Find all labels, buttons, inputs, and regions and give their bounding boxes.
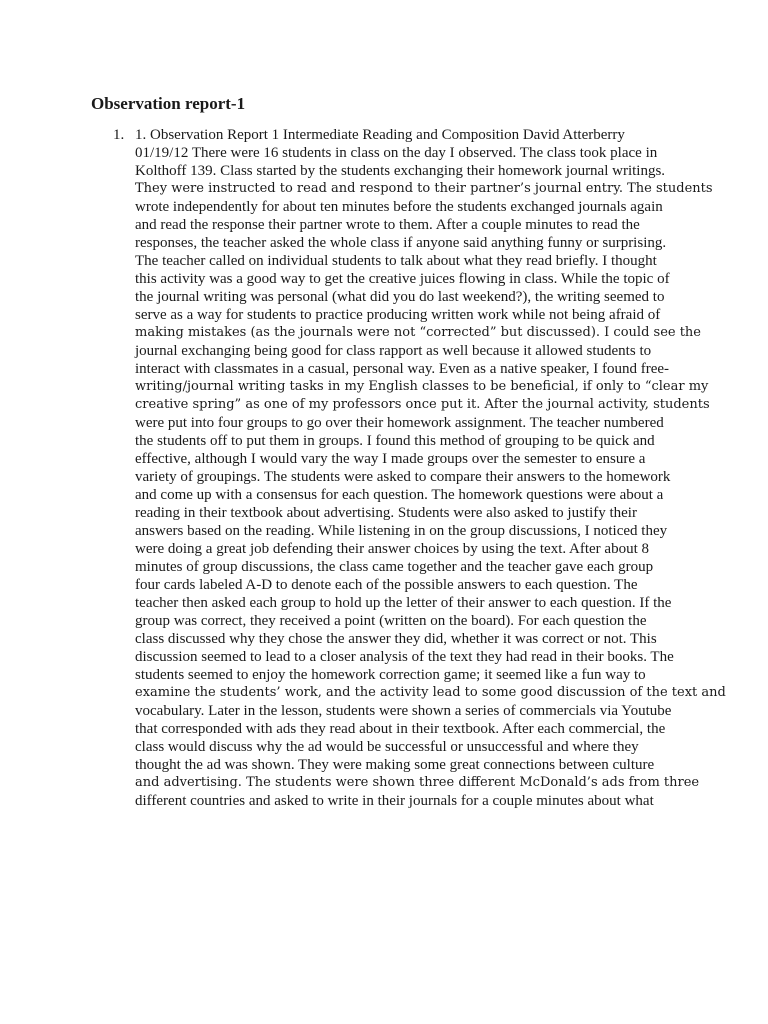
paragraph-line: creative spring” as one of my professors once put it. After the journal activity, students — [135, 397, 710, 412]
paragraph-line: four cards labeled A-D to denote each of the possible answers to each question. The — [135, 577, 638, 593]
paragraph-line: group was correct, they received a point (written on the board). For each question the — [135, 613, 647, 629]
paragraph-line: the journal writing was personal (what did you do last weekend?), the writing seemed to — [135, 289, 665, 305]
paragraph-line: effective, although I would vary the way I made groups over the semester to ensure a — [135, 451, 646, 467]
paragraph-line: and read the response their partner wrote to them. After a couple minutes to read the — [135, 217, 640, 233]
paragraph-body — [135, 126, 726, 810]
paragraph-line: examine the students’ work, and the activity lead to some good discussion of the text and — [135, 685, 726, 700]
paragraph-line: writing/journal writing tasks in my English classes to be beneficial, if only to “clear my — [135, 379, 709, 394]
paragraph-line: class would discuss why the ad would be successful or unsuccessful and where they — [135, 739, 639, 755]
paragraph-line: 1. Observation Report 1 Intermediate Reading and Composition David Atterberry — [135, 127, 625, 143]
list-marker: 1. — [113, 127, 125, 143]
paragraph-line: teacher then asked each group to hold up the letter of their answer to each question. If the — [135, 595, 672, 611]
paragraph-line: responses, the teacher asked the whole class if anyone said anything funny or surprising. — [135, 235, 667, 251]
paragraph-line: were put into four groups to go over their homework assignment. The teacher numbered — [135, 415, 664, 431]
paragraph-line: journal exchanging being good for class rapport as well because it allowed students to — [135, 343, 652, 359]
paragraph-line: were doing a great job defending their answer choices by using the text. After about 8 — [135, 541, 650, 557]
paragraph-line: class discussed why they chose the answer they did, whether it was correct or not. This — [135, 631, 657, 647]
paragraph-line: making mistakes (as the journals were not “corrected” but discussed). I could see the — [135, 325, 702, 340]
paragraph-line: 01/19/12 There were 16 students in class on the day I observed. The class took place in — [135, 145, 658, 161]
paragraph-line: different countries and asked to write in their journals for a couple minutes about what — [135, 793, 654, 809]
paragraph-line: interact with classmates in a casual, personal way. Even as a native speaker, I found free- — [135, 361, 670, 377]
paragraph-line: that corresponded with ads they read about in their textbook. After each commercial, the — [135, 721, 666, 737]
paragraph-line: Kolthoff 139. Class started by the students exchanging their homework journal writings. — [135, 163, 666, 179]
paragraph-line: the students off to put them in groups. I found this method of grouping to be quick and — [135, 433, 655, 449]
paragraph-line: and come up with a consensus for each question. The homework questions were about a — [135, 487, 664, 503]
paragraph-line: answers based on the reading. While listening in on the group discussions, I noticed they — [135, 523, 668, 539]
paragraph-line: thought the ad was shown. They were making some great connections between culture — [135, 757, 655, 773]
paragraph-line: and advertising. The students were shown three different McDonald’s ads from three — [135, 775, 700, 790]
paragraph-line: serve as a way for students to practice producing written work while not being afraid of — [135, 307, 661, 323]
paragraph-line: reading in their textbook about advertising. Students were also asked to justify their — [135, 505, 637, 521]
paragraph-line: minutes of group discussions, the class came together and the teacher gave each group — [135, 559, 654, 575]
paragraph-line: They were instructed to read and respond to their partner’s journal entry. The students — [135, 181, 713, 196]
paragraph-line: this activity was a good way to get the creative juices flowing in class. While the topic of — [135, 271, 670, 287]
paragraph-line: wrote independently for about ten minutes before the students exchanged journals again — [135, 199, 663, 215]
paragraph-line: The teacher called on individual students to talk about what they read briefly. I thought — [135, 253, 657, 269]
paragraph-line: discussion seemed to lead to a closer analysis of the text they had read in their books. The — [135, 649, 674, 665]
document-title: Observation report-1 — [91, 94, 246, 113]
paragraph-line: students seemed to enjoy the homework correction game; it seemed like a fun way to — [135, 667, 646, 683]
paragraph-line: vocabulary. Later in the lesson, students were shown a series of commercials via Youtube — [135, 703, 672, 719]
paragraph-line: variety of groupings. The students were asked to compare their answers to the homework — [135, 469, 671, 485]
